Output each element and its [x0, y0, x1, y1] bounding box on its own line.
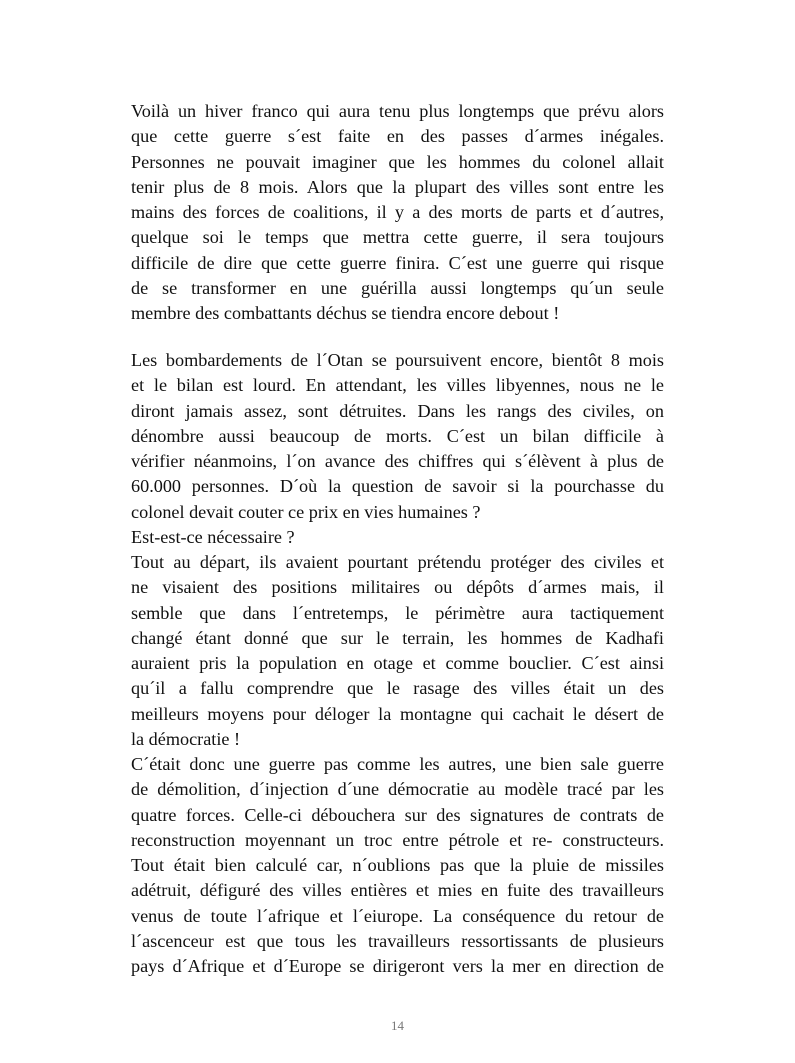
text-line: Tout au départ, ils avaient pourtant prétendu protéger des civiles et	[131, 552, 664, 572]
paragraph-1	[131, 99, 664, 326]
text-line: pays d´Afrique et d´Europe se dirigeront vers la mer en direction de	[131, 956, 664, 976]
text-line: la démocratie !	[131, 728, 241, 749]
text-line: diront jamais assez, sont détruites. Dans les rangs des civiles, on	[131, 400, 664, 421]
text-line: reconstruction moyennant un troc entre pétrole et re- constructeurs.	[131, 829, 664, 850]
text-line: Voilà un hiver franco qui aura tenu plus longtemps que prévu alors	[131, 101, 664, 121]
text-line: Personnes ne pouvait imaginer que les hommes du colonel allait	[131, 151, 664, 172]
text-line: semble que dans l´entretemps, le périmètre aura tactiquement	[131, 602, 664, 623]
page-number: 14	[391, 1018, 404, 1033]
text-line: tenir plus de 8 mois. Alors que la plupart des villes sont entre les	[131, 176, 664, 197]
text-line: venus de toute l´afrique et l´eiurope. La conséquence du retour de	[131, 905, 664, 926]
text-line: mains des forces de coalitions, il y a des morts de parts et d´autres,	[131, 202, 664, 222]
text-line: qu´il a fallu comprendre que le rasage des villes était un des	[131, 678, 664, 699]
text-line: changé étant donné que sur le terrain, les hommes de Kadhafi	[131, 627, 664, 648]
text-line: quatre forces. Celle-ci débouchera sur des signatures de contrats de	[131, 804, 664, 825]
text-line: et le bilan est lourd. En attendant, les villes libyennes, nous ne le	[131, 375, 664, 396]
text-line: Tout était bien calculé car, n´oublions pas que la pluie de missiles	[131, 855, 664, 875]
paragraph-2	[131, 348, 664, 979]
text-line: de démolition, d´injection d´une démocratie au modèle tracé par les	[131, 779, 664, 800]
text-line: Est-est-ce nécessaire ?	[131, 526, 295, 547]
text-line: l´ascenceur est que tous les travailleurs ressortissants de plusieurs	[131, 930, 664, 951]
text-line: de se transformer en une guérilla aussi longtemps qu´un seule	[131, 277, 664, 298]
text-line: 60.000 personnes. D´où la question de savoir si la pourchasse du	[131, 476, 664, 497]
text-line: vérifier néanmoins, l´on avance des chiffres qui s´élèvent à plus de	[131, 451, 664, 471]
text-line: membre des combattants déchus se tiendra encore debout !	[131, 303, 560, 323]
text-line: quelque soi le temps que mettra cette guerre, il sera toujours	[131, 227, 664, 248]
text-line: difficile de dire que cette guerre finira. C´est une guerre qui risque	[131, 252, 664, 273]
text-line: auraient pris la population en otage et comme bouclier. C´est ainsi	[131, 653, 664, 673]
text-line: Les bombardements de l´Otan se poursuivent encore, bientôt 8 mois	[131, 350, 664, 370]
text-line: que cette guerre s´est faite en des passes d´armes inégales.	[131, 126, 664, 147]
text-line: dénombre aussi beaucoup de morts. C´est un bilan difficile à	[131, 425, 664, 446]
text-line: ne visaient des positions militaires ou dépôts d´armes mais, il	[131, 577, 664, 598]
text-line: C´était donc une guerre pas comme les autres, une bien sale guerre	[131, 754, 664, 774]
text-line: meilleurs moyens pour déloger la montagne qui cachait le désert de	[131, 703, 664, 724]
text-line: adétruit, défiguré des villes entières et mies en fuite des travailleurs	[131, 880, 664, 901]
text-line: colonel devait couter ce prix en vies humaines ?	[131, 501, 481, 522]
